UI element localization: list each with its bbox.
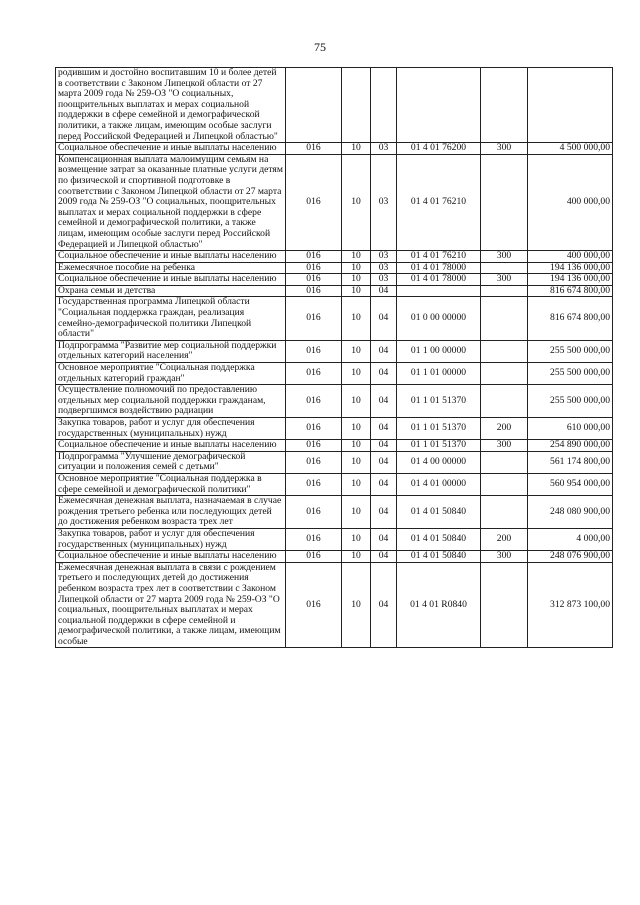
expense-type-cell: 300 bbox=[481, 251, 528, 263]
expense-type-cell bbox=[481, 451, 528, 473]
section-code-cell: 10 bbox=[342, 251, 371, 263]
target-code-cell: 01 4 01 78000 bbox=[397, 274, 481, 286]
item-name-cell: Основное мероприятие "Социальная поддержка отдельных категорий граждан" bbox=[56, 363, 286, 385]
target-code-cell: 01 4 01 00000 bbox=[397, 473, 481, 495]
item-name-cell: Закупка товаров, работ и услуг для обеспечения государственных (муниципальных) нужд bbox=[56, 528, 286, 550]
section-code-cell: 10 bbox=[342, 363, 371, 385]
section-code-cell: 10 bbox=[342, 473, 371, 495]
expense-type-cell bbox=[481, 68, 528, 143]
amount-cell: 816 674 800,00 bbox=[528, 297, 613, 340]
section-code-cell: 10 bbox=[342, 262, 371, 274]
table-row bbox=[56, 528, 613, 550]
admin-code-cell: 016 bbox=[286, 551, 342, 563]
amount-cell: 4 000,00 bbox=[528, 528, 613, 550]
section-code-cell: 10 bbox=[342, 551, 371, 563]
expense-type-cell: 300 bbox=[481, 274, 528, 286]
table-row bbox=[56, 496, 613, 529]
expense-type-cell bbox=[481, 154, 528, 250]
item-name-cell: Государственная программа Липецкой области "Социальная поддержка граждан, реализация семейно-демографической политики Липецкой области" bbox=[56, 297, 286, 340]
table-row bbox=[56, 297, 613, 340]
section-code-cell: 10 bbox=[342, 297, 371, 340]
amount-cell: 194 136 000,00 bbox=[528, 274, 613, 286]
section-code-cell: 10 bbox=[342, 274, 371, 286]
item-name-cell: Осуществление полномочий по предоставлению отдельных мер социальной поддержки гражданам, подвергшимся воздействию радиации bbox=[56, 385, 286, 418]
subsection-code-cell: 03 bbox=[371, 143, 397, 155]
amount-cell: 561 174 800,00 bbox=[528, 451, 613, 473]
subsection-code-cell: 04 bbox=[371, 451, 397, 473]
table-row bbox=[56, 551, 613, 563]
section-code-cell: 10 bbox=[342, 440, 371, 452]
expense-type-cell bbox=[481, 473, 528, 495]
admin-code-cell: 016 bbox=[286, 297, 342, 340]
expense-type-cell: 200 bbox=[481, 528, 528, 550]
table-row bbox=[56, 451, 613, 473]
admin-code-cell: 016 bbox=[286, 451, 342, 473]
section-code-cell bbox=[342, 68, 371, 143]
subsection-code-cell: 04 bbox=[371, 385, 397, 418]
amount-cell: 312 873 100,00 bbox=[528, 562, 613, 648]
subsection-code-cell: 04 bbox=[371, 473, 397, 495]
admin-code-cell: 016 bbox=[286, 262, 342, 274]
table-row bbox=[56, 418, 613, 440]
expense-type-cell bbox=[481, 562, 528, 648]
subsection-code-cell: 04 bbox=[371, 440, 397, 452]
table-row bbox=[56, 473, 613, 495]
section-code-cell: 10 bbox=[342, 143, 371, 155]
subsection-code-cell: 04 bbox=[371, 562, 397, 648]
subsection-code-cell: 03 bbox=[371, 262, 397, 274]
expense-type-cell: 300 bbox=[481, 551, 528, 563]
expense-type-cell bbox=[481, 385, 528, 418]
target-code-cell: 01 1 01 00000 bbox=[397, 363, 481, 385]
target-code-cell: 01 1 01 51370 bbox=[397, 385, 481, 418]
item-name-cell: Охрана семьи и детства bbox=[56, 285, 286, 297]
target-code-cell: 01 1 00 00000 bbox=[397, 340, 481, 362]
amount-cell: 255 500 000,00 bbox=[528, 340, 613, 362]
amount-cell: 194 136 000,00 bbox=[528, 262, 613, 274]
item-name-cell: Компенсационная выплата малоимущим семьям на возмещение затрат за оказанные платные услуги детям по физической и спортивной подготовке в соответствии с Законом Липецкой области от 27 марта 2009 года № 259-ОЗ "О социальных, поощрительных выплатах и мерах социальной поддержки в сфере семейной и демографической политики, а также лицам, имеющим особые заслуги перед Российской Федерацией и Липецкой областью" bbox=[56, 154, 286, 250]
admin-code-cell: 016 bbox=[286, 385, 342, 418]
item-name-cell: Ежемесячная денежная выплата, назначаемая в случае рождения третьего ребенка или последующих детей до достижения ребенком возраста трех лет bbox=[56, 496, 286, 529]
expense-type-cell: 300 bbox=[481, 143, 528, 155]
admin-code-cell bbox=[286, 68, 342, 143]
table-row bbox=[56, 251, 613, 263]
amount-cell: 400 000,00 bbox=[528, 251, 613, 263]
amount-cell: 248 080 900,00 bbox=[528, 496, 613, 529]
table-row bbox=[56, 340, 613, 362]
section-code-cell: 10 bbox=[342, 154, 371, 250]
admin-code-cell: 016 bbox=[286, 143, 342, 155]
expense-type-cell bbox=[481, 262, 528, 274]
table-row bbox=[56, 143, 613, 155]
subsection-code-cell: 03 bbox=[371, 274, 397, 286]
subsection-code-cell: 04 bbox=[371, 496, 397, 529]
item-name-cell: Социальное обеспечение и иные выплаты населению bbox=[56, 274, 286, 286]
target-code-cell: 01 4 01 50840 bbox=[397, 528, 481, 550]
admin-code-cell: 016 bbox=[286, 562, 342, 648]
target-code-cell: 01 4 01 76200 bbox=[397, 143, 481, 155]
section-code-cell: 10 bbox=[342, 528, 371, 550]
admin-code-cell: 016 bbox=[286, 496, 342, 529]
target-code-cell bbox=[397, 68, 481, 143]
item-name-cell: Социальное обеспечение и иные выплаты населению bbox=[56, 143, 286, 155]
item-name-cell: Ежемесячное пособие на ребенка bbox=[56, 262, 286, 274]
item-name-cell: Подпрограмма "Улучшение демографической ситуации и положения семей с детьми" bbox=[56, 451, 286, 473]
amount-cell: 255 500 000,00 bbox=[528, 363, 613, 385]
target-code-cell: 01 1 01 51370 bbox=[397, 418, 481, 440]
amount-cell: 400 000,00 bbox=[528, 154, 613, 250]
table-row bbox=[56, 363, 613, 385]
table-row bbox=[56, 440, 613, 452]
expense-type-cell bbox=[481, 363, 528, 385]
section-code-cell: 10 bbox=[342, 418, 371, 440]
subsection-code-cell: 04 bbox=[371, 285, 397, 297]
item-name-cell: Подпрограмма "Развитие мер социальной поддержки отдельных категорий населения" bbox=[56, 340, 286, 362]
expense-type-cell bbox=[481, 340, 528, 362]
section-code-cell: 10 bbox=[342, 340, 371, 362]
admin-code-cell: 016 bbox=[286, 363, 342, 385]
amount-cell: 560 954 000,00 bbox=[528, 473, 613, 495]
item-name-cell: Ежемесячная денежная выплата в связи с рождением третьего и последующих детей до достижения ребенком возраста трех лет в соответствии с Законом Липецкой области от 27 марта 2009 года № 259-ОЗ "О социальных, поощрительных выплатах и мерах социальной поддержки в сфере семейной и демографической политики, а также лицам, имеющим особые bbox=[56, 562, 286, 648]
target-code-cell: 01 4 01 R0840 bbox=[397, 562, 481, 648]
subsection-code-cell: 03 bbox=[371, 251, 397, 263]
admin-code-cell: 016 bbox=[286, 285, 342, 297]
expense-type-cell: 300 bbox=[481, 440, 528, 452]
admin-code-cell: 016 bbox=[286, 418, 342, 440]
target-code-cell: 01 4 01 76210 bbox=[397, 251, 481, 263]
target-code-cell: 01 4 01 50840 bbox=[397, 496, 481, 529]
admin-code-cell: 016 bbox=[286, 251, 342, 263]
admin-code-cell: 016 bbox=[286, 440, 342, 452]
expense-type-cell bbox=[481, 285, 528, 297]
table-row bbox=[56, 285, 613, 297]
table-row bbox=[56, 262, 613, 274]
item-name-cell: Социальное обеспечение и иные выплаты населению bbox=[56, 251, 286, 263]
expense-type-cell: 200 bbox=[481, 418, 528, 440]
target-code-cell: 01 4 01 50840 bbox=[397, 551, 481, 563]
expense-type-cell bbox=[481, 297, 528, 340]
item-name-cell: Социальное обеспечение и иные выплаты населению bbox=[56, 551, 286, 563]
subsection-code-cell: 04 bbox=[371, 363, 397, 385]
target-code-cell: 01 4 01 76210 bbox=[397, 154, 481, 250]
target-code-cell: 01 1 01 51370 bbox=[397, 440, 481, 452]
table-row bbox=[56, 385, 613, 418]
section-code-cell: 10 bbox=[342, 451, 371, 473]
subsection-code-cell: 04 bbox=[371, 340, 397, 362]
section-code-cell: 10 bbox=[342, 562, 371, 648]
amount-cell bbox=[528, 68, 613, 143]
section-code-cell: 10 bbox=[342, 496, 371, 529]
admin-code-cell: 016 bbox=[286, 154, 342, 250]
budget-table bbox=[55, 67, 613, 648]
target-code-cell: 01 4 00 00000 bbox=[397, 451, 481, 473]
subsection-code-cell: 04 bbox=[371, 551, 397, 563]
section-code-cell: 10 bbox=[342, 385, 371, 418]
amount-cell: 248 076 900,00 bbox=[528, 551, 613, 563]
item-name-cell: Социальное обеспечение и иные выплаты населению bbox=[56, 440, 286, 452]
admin-code-cell: 016 bbox=[286, 528, 342, 550]
amount-cell: 254 890 000,00 bbox=[528, 440, 613, 452]
amount-cell: 255 500 000,00 bbox=[528, 385, 613, 418]
table-row bbox=[56, 68, 613, 143]
amount-cell: 816 674 800,00 bbox=[528, 285, 613, 297]
expense-type-cell bbox=[481, 496, 528, 529]
amount-cell: 4 500 000,00 bbox=[528, 143, 613, 155]
section-code-cell: 10 bbox=[342, 285, 371, 297]
target-code-cell: 01 0 00 00000 bbox=[397, 297, 481, 340]
subsection-code-cell bbox=[371, 68, 397, 143]
subsection-code-cell: 04 bbox=[371, 528, 397, 550]
amount-cell: 610 000,00 bbox=[528, 418, 613, 440]
subsection-code-cell: 04 bbox=[371, 297, 397, 340]
table-row bbox=[56, 154, 613, 250]
target-code-cell bbox=[397, 285, 481, 297]
table-row bbox=[56, 274, 613, 286]
subsection-code-cell: 04 bbox=[371, 418, 397, 440]
admin-code-cell: 016 bbox=[286, 473, 342, 495]
target-code-cell: 01 4 01 78000 bbox=[397, 262, 481, 274]
item-name-cell: родившим и достойно воспитавшим 10 и более детей в соответствии с Законом Липецкой области от 27 марта 2009 года № 259-ОЗ "О социальных, поощрительных выплатах и мерах социальной поддержки в сфере семейной и демографической политики, а также лицам, имеющим особые заслуги перед Российской Федерацией и Липецкой областью" bbox=[56, 68, 286, 143]
item-name-cell: Закупка товаров, работ и услуг для обеспечения государственных (муниципальных) нужд bbox=[56, 418, 286, 440]
subsection-code-cell: 03 bbox=[371, 154, 397, 250]
table-row bbox=[56, 562, 613, 648]
admin-code-cell: 016 bbox=[286, 274, 342, 286]
page-number: 75 bbox=[314, 40, 326, 54]
item-name-cell: Основное мероприятие "Социальная поддержка в сфере семейной и демографической политики" bbox=[56, 473, 286, 495]
admin-code-cell: 016 bbox=[286, 340, 342, 362]
